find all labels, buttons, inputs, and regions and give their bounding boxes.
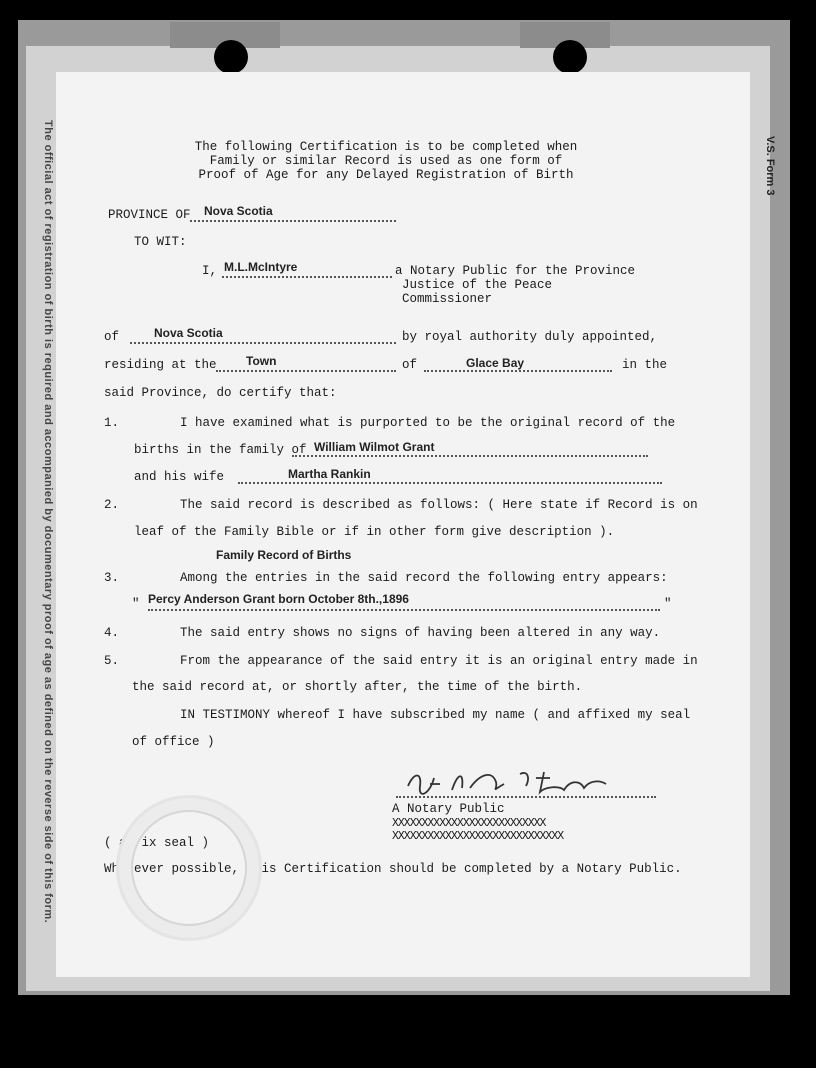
residing-of: of [402,358,418,372]
punch-hole-right [553,40,587,74]
entry-dots [148,609,660,611]
declarant-role-1: a Notary Public for the Province [395,264,636,278]
wife-label: and his wife [134,470,225,484]
father-name: William Wilmot Grant [314,440,435,454]
item-2-text-2: leaf of the Family Bible or if in other form give description ). [134,525,615,539]
punch-hole-left [214,40,248,74]
residing-dots-1 [216,370,396,372]
wife-dots [238,482,662,484]
side-margin-label: The official act of registration of birth is required and accompanied by documentary proof of age as defined on the reverse side of this form. [42,120,54,924]
item-4-text: The said entry shows no signs of having been altered in any way. [180,626,661,640]
to-wit-label: TO WIT: [134,235,187,249]
affix-seal-label: ( affix seal ) [104,836,210,850]
testimony-line-1: IN TESTIMONY whereof I have subscribed my name ( and affixed my seal [180,708,691,722]
entry-close-quote: " [664,597,672,611]
declarant-name: M.L.McIntyre [224,260,298,274]
residing-suffix: in the [622,358,668,372]
residing-value-2: Glace Bay [466,356,525,370]
footer-note: Whenever possible, this Certification should be completed by a Notary Public. [104,862,682,876]
residing-value-1: Town [246,354,277,368]
of-label: of [104,330,120,344]
province-value: Nova Scotia [204,204,273,218]
notary-title: A Notary Public [392,802,505,816]
declarant-role-3: Commissioner [402,292,493,306]
of-dots [130,342,396,344]
birth-entry: Percy Anderson Grant born October 8th.,1896 [148,592,409,606]
declarant-prefix: I, [202,264,218,278]
item-1-number: 1. [104,416,120,430]
entry-open-quote: " [132,597,140,611]
of-value: Nova Scotia [154,326,223,340]
notary-signature [400,764,610,804]
province-dots [190,220,396,222]
item-2-text: The said record is described as follows: ( Here state if Record is on [180,498,698,512]
declarant-role-2: Justice of the Peace [402,278,553,292]
residing-label: residing at the [104,358,217,372]
mother-name: Martha Rankin [288,467,371,481]
births-dots [292,455,648,457]
declarant-dots [222,276,392,278]
item-5-text: From the appearance of the said entry it is an original entry made in [180,654,698,668]
header-line-1: The following Certification is to be completed when [194,140,578,154]
signature-dots [396,796,656,798]
item-5-number: 5. [104,654,120,668]
item-5-text-2: the said record at, or shortly after, the time of the birth. [132,680,583,694]
form-number-label: V.S. Form 3 [764,136,776,196]
notary-seal-embossed [116,795,262,941]
certify-line: said Province, do certify that: [104,386,337,400]
form-number [758,136,778,216]
item-2-number: 2. [104,498,120,512]
header-line-3: Proof of Age for any Delayed Registration of Birth [198,168,574,182]
struck-title-1: XXXXXXXXXXXXXXXXXXXXXXXXXX [392,817,546,830]
struck-title-2: XXXXXXXXXXXXXXXXXXXXXXXXXXXXX [392,830,564,843]
item-3-number: 3. [104,571,120,585]
births-label: births in the family of [134,443,307,457]
of-suffix: by royal authority duly appointed, [402,330,658,344]
testimony-line-2: of office ) [132,735,215,749]
province-label: PROVINCE OF [108,208,191,222]
item-4-number: 4. [104,626,120,640]
header-line-2: Family or similar Record is used as one form of [209,154,563,168]
record-description: Family Record of Births [216,548,352,562]
item-3-text: Among the entries in the said record the following entry appears: [180,571,668,585]
item-1-text: I have examined what is purported to be the original record of the [180,416,676,430]
